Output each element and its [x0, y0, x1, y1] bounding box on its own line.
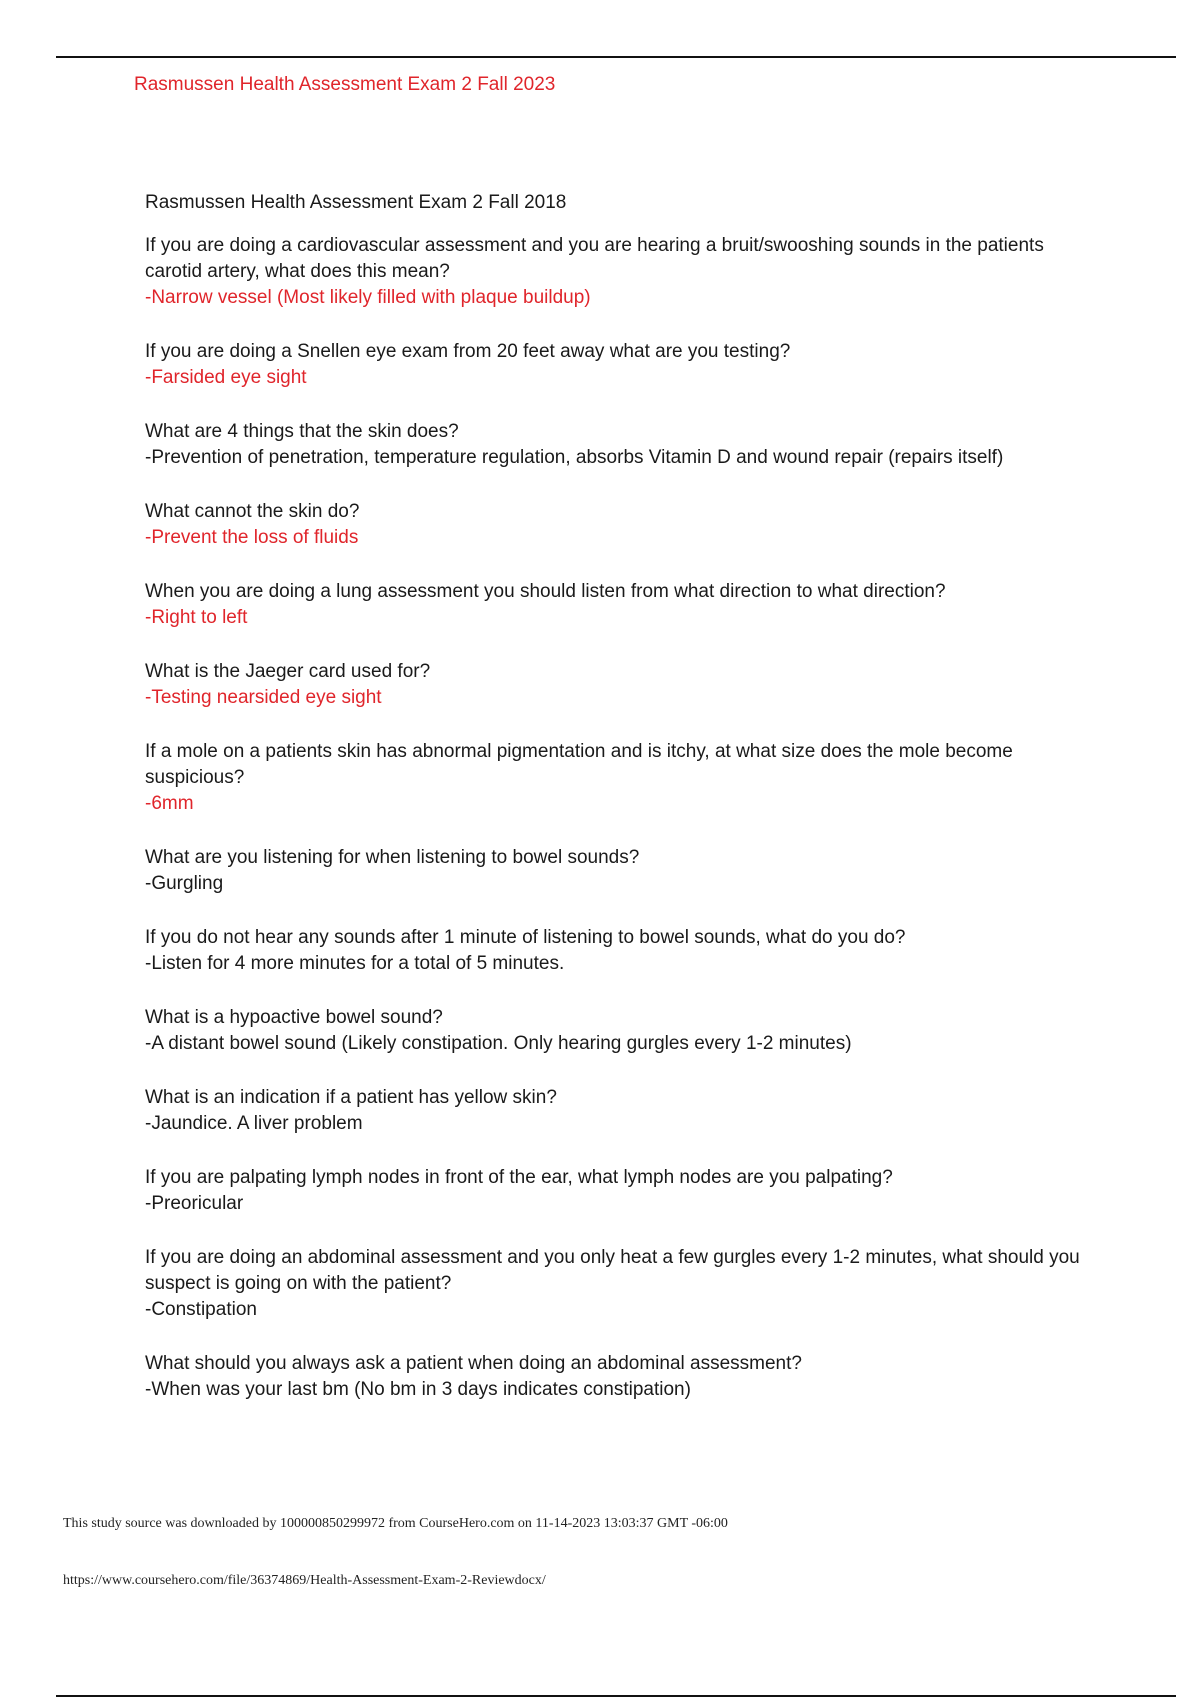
question-text: If you are doing an abdominal assessment and you only heat a few gurgles every 1-2 minutes, what should you suspect is going on with the patient? — [145, 1247, 1080, 1294]
qa-item — [145, 499, 1085, 551]
answer-text: -Listen for 4 more minutes for a total of 5 minutes. — [145, 953, 565, 974]
question-text: What is a hypoactive bowel sound? — [145, 1007, 443, 1028]
question-text: When you are doing a lung assessment you should listen from what direction to what direction? — [145, 581, 946, 602]
question-text: If you are doing a cardiovascular assessment and you are hearing a bruit/swooshing sounds in the patients carotid artery, what does this mean? — [145, 235, 1044, 282]
answer-text: -Constipation — [145, 1299, 257, 1320]
qa-item — [145, 1165, 1085, 1217]
qa-item — [145, 659, 1085, 711]
answer-text: -Prevention of penetration, temperature regulation, absorbs Vitamin D and wound repair (repairs itself) — [145, 447, 1004, 468]
download-notice: This study source was downloaded by 100000850299972 from CourseHero.com on 11-14-2023 13:03:37 GMT -06:00 — [63, 1516, 728, 1531]
answer-text: -Preoricular — [145, 1193, 244, 1214]
answer-text: -Jaundice. A liver problem — [145, 1113, 363, 1134]
document-body — [145, 190, 1085, 1431]
qa-item — [145, 1005, 1085, 1057]
question-text: If a mole on a patients skin has abnormal pigmentation and is itchy, at what size does the mole become suspicious? — [145, 741, 1013, 788]
qa-item — [145, 1245, 1085, 1323]
document-subtitle: Rasmussen Health Assessment Exam 2 Fall 2018 — [145, 192, 567, 213]
qa-item — [145, 925, 1085, 977]
qa-item — [145, 1351, 1085, 1403]
answer-text: -Right to left — [145, 607, 248, 628]
qa-item — [145, 339, 1085, 391]
question-text: If you are doing a Snellen eye exam from 20 feet away what are you testing? — [145, 341, 791, 362]
question-text: What should you always ask a patient when doing an abdominal assessment? — [145, 1353, 802, 1374]
top-divider — [56, 56, 1176, 58]
qa-item — [145, 419, 1085, 471]
answer-text: -Testing nearsided eye sight — [145, 687, 382, 708]
question-text: What cannot the skin do? — [145, 501, 360, 522]
question-text: What is an indication if a patient has yellow skin? — [145, 1087, 557, 1108]
answer-text: -Farsided eye sight — [145, 367, 307, 388]
answer-text: -Gurgling — [145, 873, 224, 894]
qa-item — [145, 739, 1085, 817]
qa-item — [145, 579, 1085, 631]
question-text: What is the Jaeger card used for? — [145, 661, 431, 682]
answer-text: -Prevent the loss of fluids — [145, 527, 359, 548]
question-text: What are 4 things that the skin does? — [145, 421, 459, 442]
source-url: https://www.coursehero.com/file/36374869/Health-Assessment-Exam-2-Reviewdocx/ — [63, 1573, 546, 1588]
question-text: If you do not hear any sounds after 1 minute of listening to bowel sounds, what do you do? — [145, 927, 906, 948]
bottom-divider — [56, 1695, 1176, 1697]
answer-text: -When was your last bm (No bm in 3 days indicates constipation) — [145, 1379, 691, 1400]
qa-item — [145, 233, 1085, 311]
qa-item — [145, 845, 1085, 897]
question-text: If you are palpating lymph nodes in front of the ear, what lymph nodes are you palpating? — [145, 1167, 893, 1188]
qa-item — [145, 1085, 1085, 1137]
answer-text: -Narrow vessel (Most likely filled with plaque buildup) — [145, 287, 591, 308]
question-text: What are you listening for when listening to bowel sounds? — [145, 847, 640, 868]
page-header-title: Rasmussen Health Assessment Exam 2 Fall 2023 — [134, 74, 556, 95]
answer-text: -6mm — [145, 793, 194, 814]
answer-text: -A distant bowel sound (Likely constipation. Only hearing gurgles every 1-2 minutes) — [145, 1033, 852, 1054]
